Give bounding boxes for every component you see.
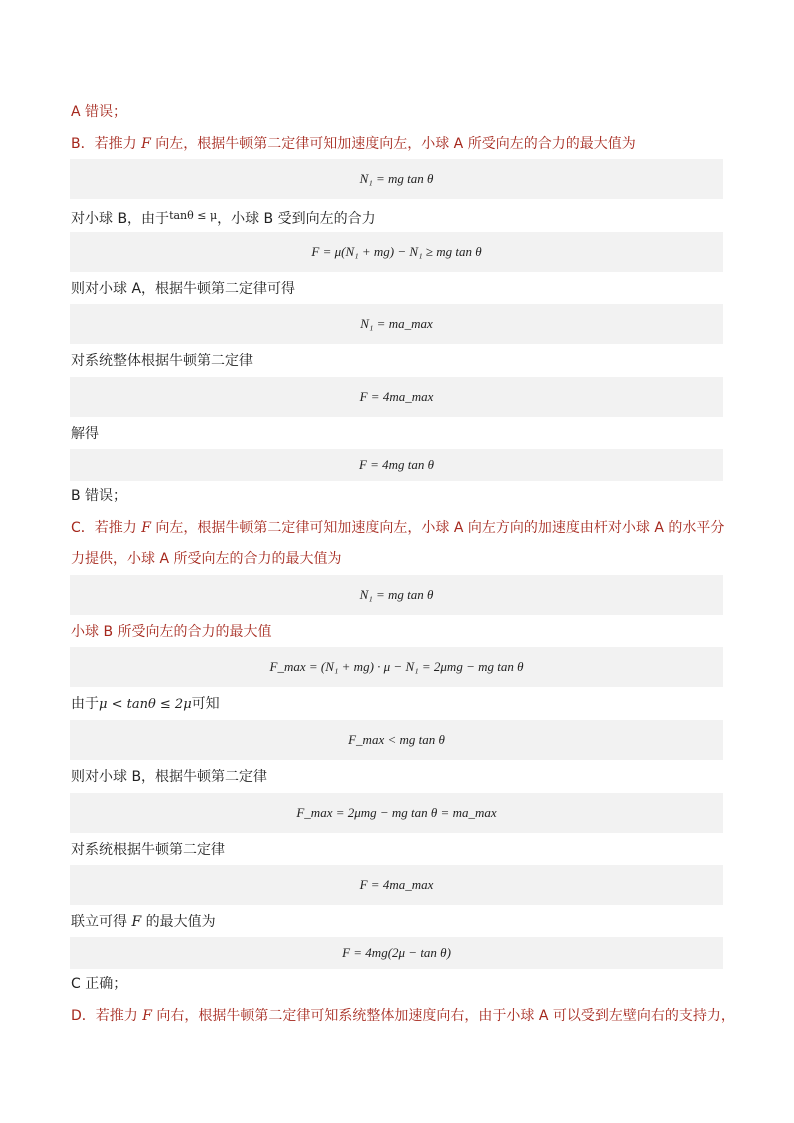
text: 的最大值为 [141, 914, 216, 930]
text-line [71, 912, 731, 932]
text-line [71, 694, 731, 715]
text: C 正确； [71, 976, 128, 992]
variable: F [131, 914, 142, 930]
formula: F = 4mg(2μ − tan θ) [342, 945, 451, 960]
formula: F = 4ma_max [359, 877, 434, 892]
text-line [71, 767, 731, 787]
formula-box [70, 647, 723, 687]
text: 向右，根据牛顿第二定律可知系统整体加速度向右，由于小球 A 可以受到左壁向右的支持力， [151, 1008, 735, 1024]
text: B．若推力 [71, 136, 142, 152]
text: 由于 [71, 696, 99, 712]
text: 向左，根据牛顿第二定律可知加速度向左，小球 A 所受向左的合力的最大值为 [150, 136, 636, 152]
formula: N₁ = ma_max [360, 316, 433, 331]
formula-box [70, 793, 723, 833]
formula-box [70, 232, 723, 272]
text: A 错误； [71, 104, 128, 120]
variable: F [141, 520, 151, 536]
text-line [71, 102, 731, 122]
text: 对系统整体根据牛顿第二定律 [71, 353, 253, 369]
text: D．若推力 [71, 1008, 143, 1024]
text-line [71, 974, 731, 994]
text-line [71, 279, 731, 299]
text: 解得 [71, 426, 99, 442]
text: 向左，根据牛顿第二定律可知加速度向左，小球 A 向左方向的加速度由杆对小球 A 的水平分 [150, 520, 725, 536]
inline-formula: μ < tanθ ≤ 2μ [99, 697, 192, 712]
text: 小球 B 所受向左的合力的最大值 [71, 624, 272, 640]
formula: F = 4mg tan θ [358, 457, 435, 472]
text: ，小球 B 受到向左的合力 [217, 211, 376, 227]
formula-box [70, 575, 723, 615]
formula-box [70, 720, 723, 760]
text: 则对小球 B，根据牛顿第二定律 [71, 769, 268, 785]
formula: F_max = (N₁ + mg) · μ − N₁ = 2μmg − mg tan θ [269, 659, 524, 674]
text-line [71, 206, 731, 229]
inline-formula: tanθ ≤ μ [169, 209, 218, 222]
formula-box [70, 159, 723, 199]
formula: F = 4ma_max [359, 389, 434, 404]
formula-box [70, 937, 723, 969]
formula: F_max < mg tan θ [348, 732, 445, 747]
formula-box [70, 865, 723, 905]
text-line [71, 549, 731, 569]
text-line [71, 351, 731, 371]
text: C．若推力 [71, 520, 142, 536]
text-line [71, 622, 731, 642]
text-line [71, 840, 731, 860]
text-line [71, 424, 731, 444]
formula: F = μ(N₁ + mg) − N₁ ≥ mg tan θ [311, 244, 482, 259]
text: 则对小球 A，根据牛顿第二定律可得 [71, 281, 296, 297]
variable: F [141, 136, 151, 152]
text: 可知 [191, 696, 220, 712]
variable: F [142, 1008, 152, 1024]
text-line [71, 486, 731, 506]
text: 对系统根据牛顿第二定律 [71, 842, 225, 858]
formula: N₁ = mg tan θ [359, 171, 434, 186]
text-line [71, 134, 731, 154]
text: B 错误； [71, 488, 128, 504]
text-line [71, 518, 731, 538]
text: 联立可得 [71, 914, 132, 930]
text: 力提供，小球 A 所受向左的合力的最大值为 [71, 551, 342, 567]
text: 对小球 B，由于 [71, 211, 170, 227]
formula-box [70, 377, 723, 417]
formula: N₁ = mg tan θ [359, 587, 434, 602]
formula: F_max = 2μmg − mg tan θ = ma_max [296, 805, 497, 820]
formula-box [70, 304, 723, 344]
text-line [71, 1006, 735, 1026]
formula-box [70, 449, 723, 481]
